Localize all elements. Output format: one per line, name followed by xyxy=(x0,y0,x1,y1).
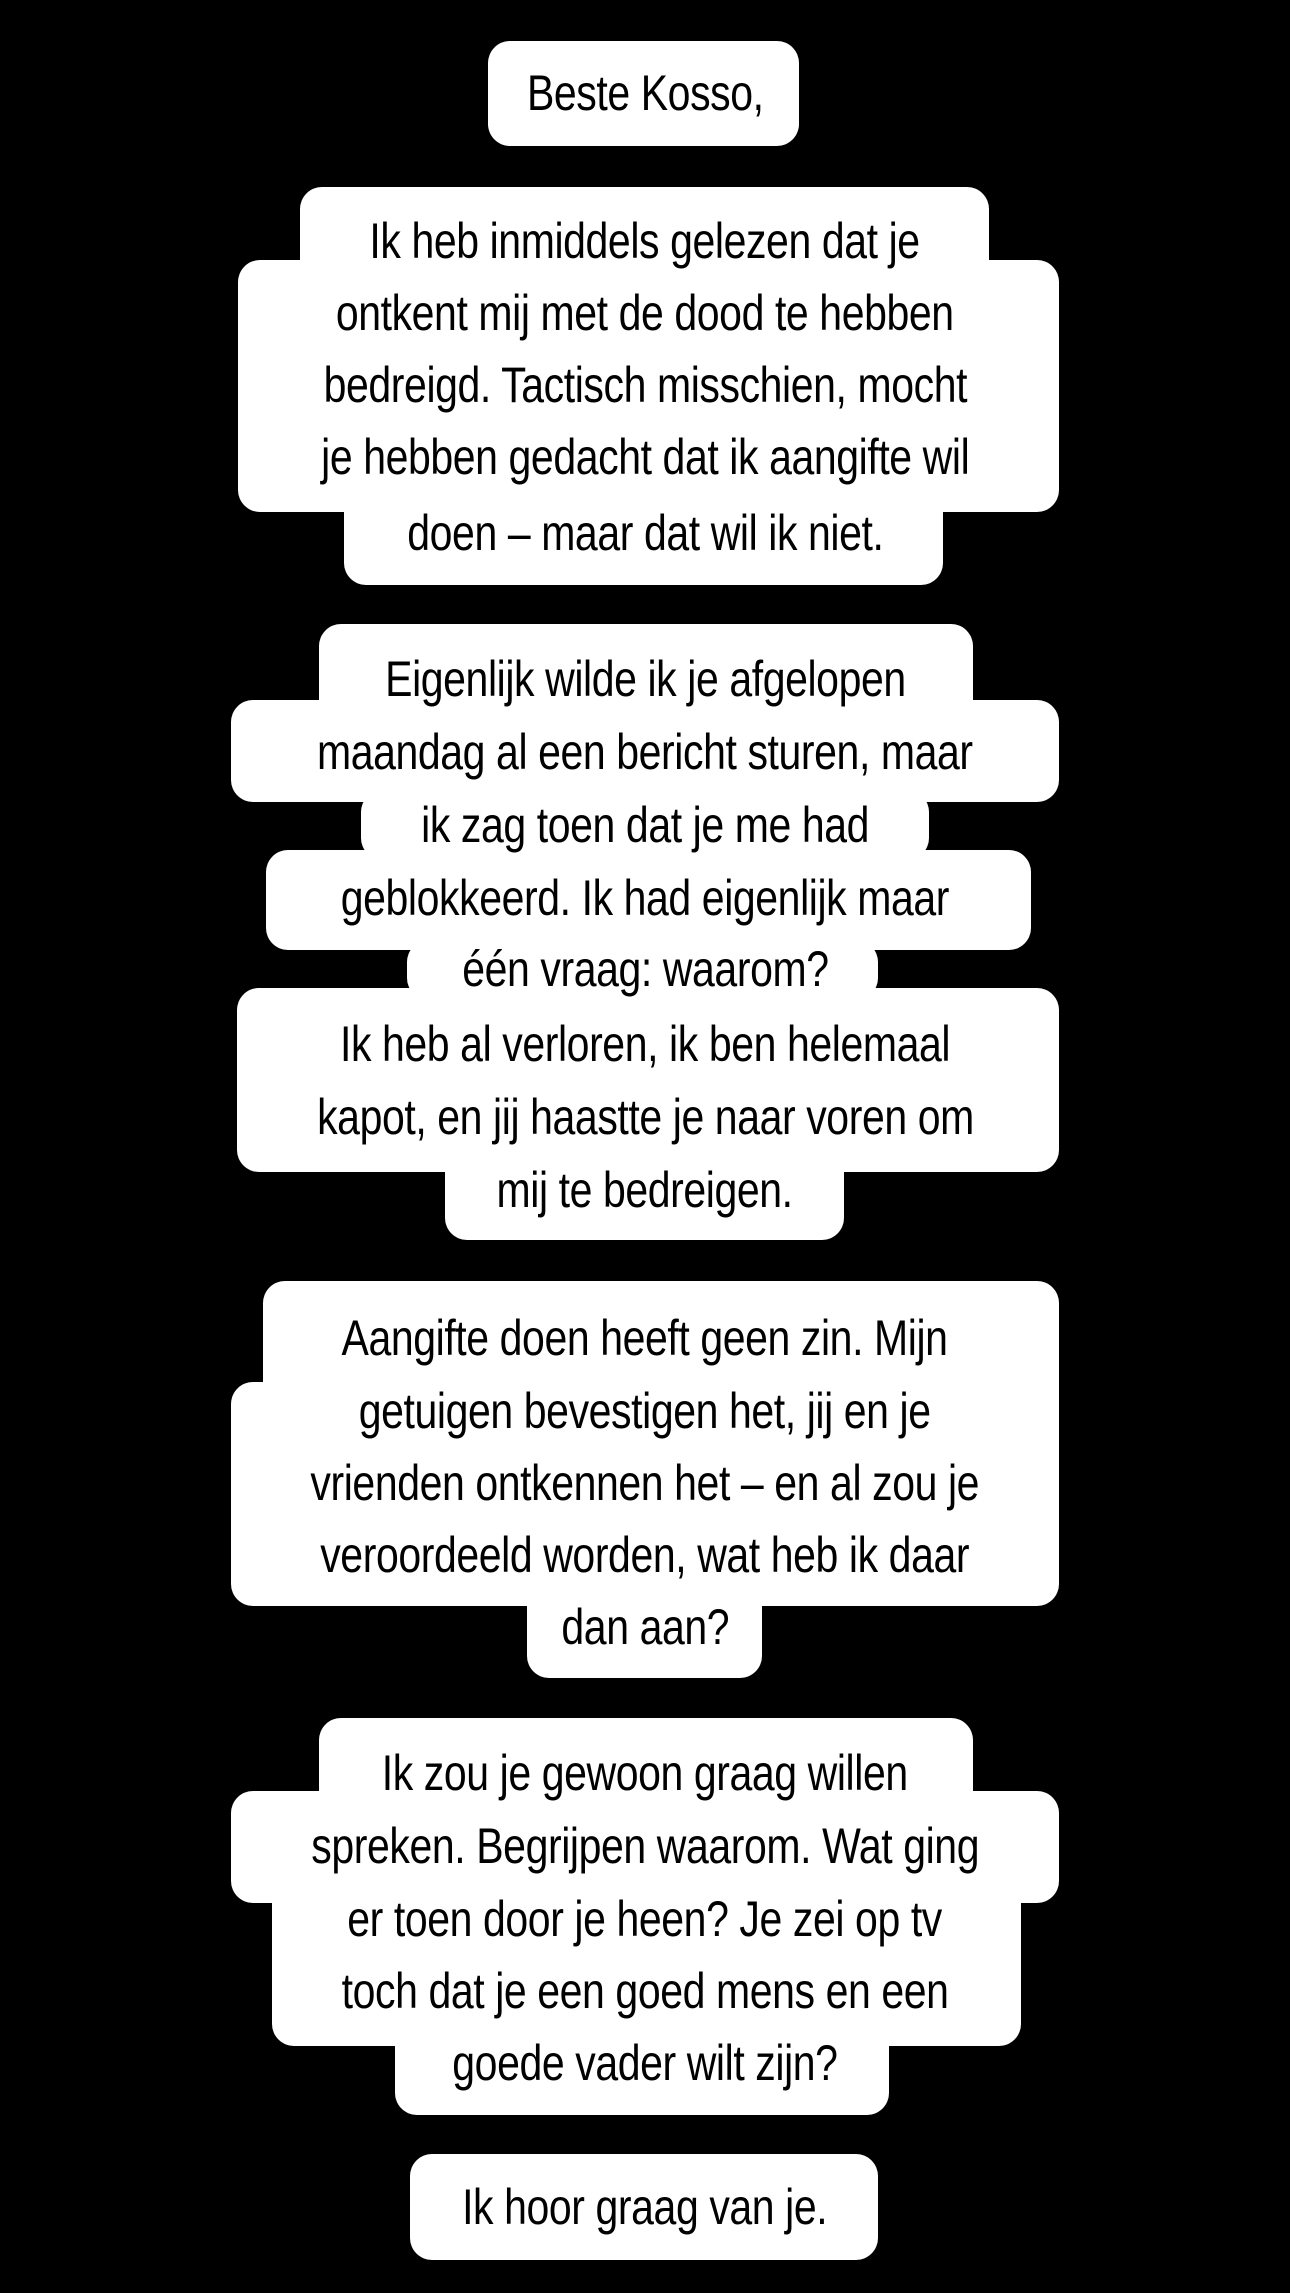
bubble-text-line: toch dat je een goed mens en een xyxy=(341,1963,949,2019)
bubble-text-line: mij te bedreigen. xyxy=(496,1162,794,1218)
bubble-text-line: goede vader wilt zijn? xyxy=(452,2035,838,2091)
bubble-text-line: bedreigd. Tactisch misschien, mocht xyxy=(323,357,967,413)
bubble-text-line: Ik zou je gewoon graag willen xyxy=(381,1745,909,1801)
bubble-text-line: Eigenlijk wilde ik je afgelopen xyxy=(384,651,906,707)
bubble-text-line: veroordeeld worden, wat heb ik daar xyxy=(320,1527,970,1583)
bubble-text-line: doen – maar dat wil ik niet. xyxy=(406,505,884,561)
bubble-text-line: dan aan? xyxy=(561,1599,729,1655)
bubble-text-line: je hebben gedacht dat ik aangifte wil xyxy=(320,429,970,485)
bubble-text-line: getuigen bevestigen het, jij en je xyxy=(359,1383,931,1439)
bubble-text-line: vrienden ontkennen het – en al zou je xyxy=(310,1455,980,1511)
bubble-text-line: ontkent mij met de dood te hebben xyxy=(336,285,954,341)
bubble-text-line: maandag al een bericht sturen, maar xyxy=(317,724,973,780)
bubble-text-line: Ik heb al verloren, ik ben helemaal xyxy=(339,1016,951,1072)
bubble-text-line: geblokkeerd. Ik had eigenlijk maar xyxy=(340,870,950,926)
bubble-text-line: één vraag: waarom? xyxy=(461,941,829,997)
bubble-text-line: spreken. Begrijpen waarom. Wat ging xyxy=(311,1818,979,1874)
bubble-text-line: Beste Kosso, xyxy=(526,65,764,121)
bubble-text-line: Ik heb inmiddels gelezen dat je xyxy=(369,213,921,269)
bubble-text-line: er toen door je heen? Je zei op tv xyxy=(347,1891,943,1947)
bubble-text-line: Aangifte doen heeft geen zin. Mijn xyxy=(341,1310,949,1366)
bubble-text-line: kapot, en jij haastte je naar voren om xyxy=(316,1089,974,1145)
bubble-text-line: Ik hoor graag van je. xyxy=(462,2179,828,2235)
bubble-text-line: ik zag toen dat je me had xyxy=(421,797,869,853)
